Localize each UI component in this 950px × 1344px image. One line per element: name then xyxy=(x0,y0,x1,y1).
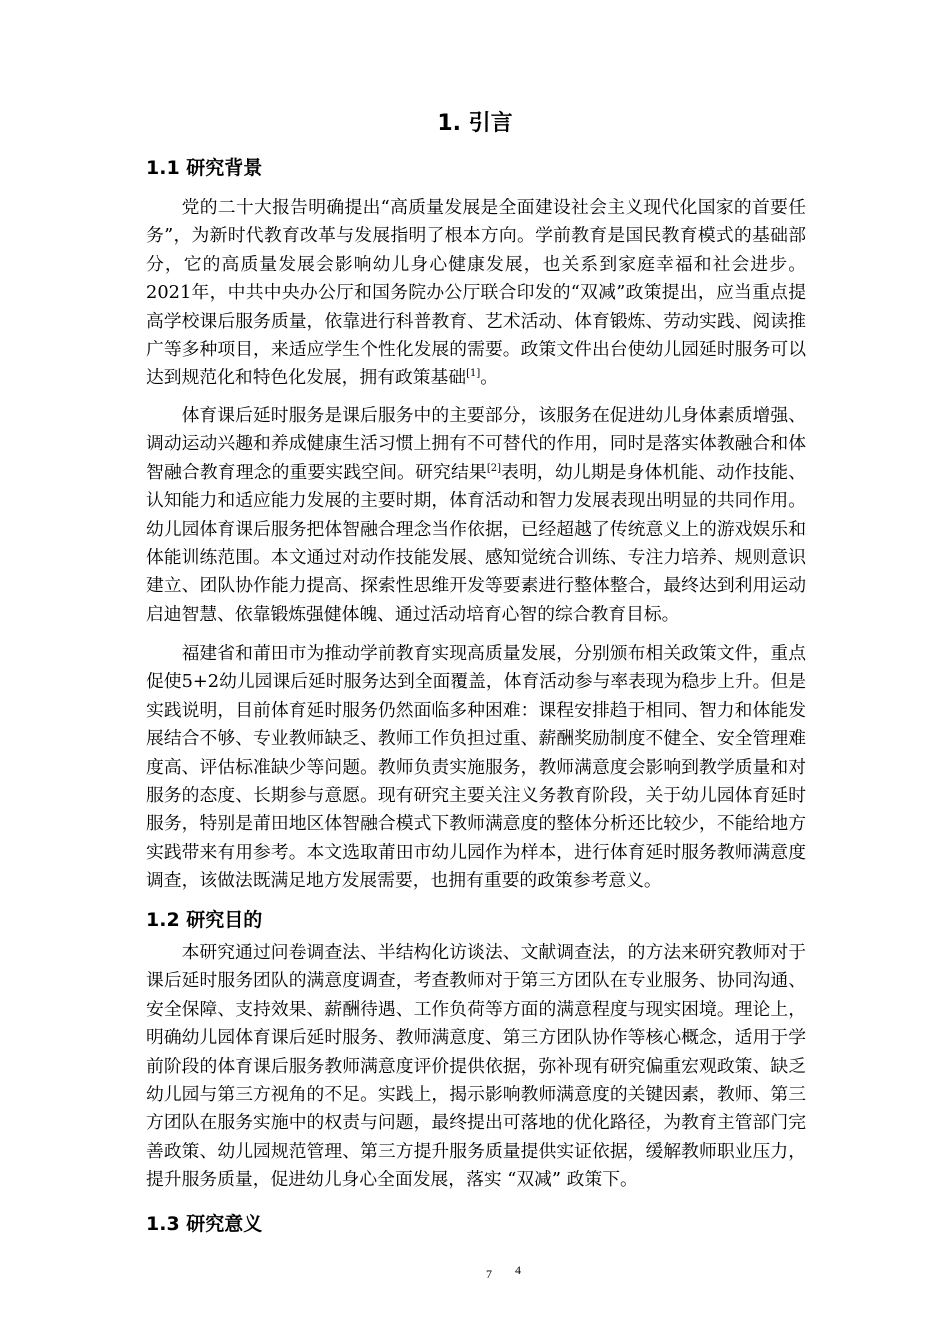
section-heading-purpose: 1.2 研究目的 xyxy=(146,909,263,931)
citation-ref: [2] xyxy=(486,462,502,474)
paragraph-background-3 xyxy=(146,640,806,896)
page-number-right: 4 xyxy=(515,1263,521,1277)
section-heading-background: 1.1 研究背景 xyxy=(146,157,263,179)
paragraph-background-2 xyxy=(146,402,806,629)
paragraph-text-end: 表明，幼儿期是身体机能、动作技能、认知能力和适应能力发展的主要时期，体育活动和智力发展表现出明显的共同作用。幼儿园体育课后服务把体智融合理念当作依据，已经超越了传统意义上的游戏娱乐和体能训练范围。本文通过对动作技能发展、感知觉统合训练、专注力培养、规则意识建立、团队协作能力提高、探索性思维开发等要素进行整体整合，最终达到利用运动启迪智慧、依靠锻炼强健体魄、通过活动培育心智的综合教育目标。 xyxy=(146,461,806,625)
paragraph-text: 党的二十大报告明确提出“高质量发展是全面建设社会主义现代化国家的首要任务”，为新时代教育改革与发展指明了根本方向。学前教育是国民教育模式的基础部分，它的高质量发展会影响幼儿身心健康发展，也关系到家庭幸福和社会进步。2021年，中共中央办公厅和国务院办公厅联合印发的“双减”政策提出，应当重点提高学校课后服务质量，依靠进行科普教育、艺术活动、体育锻炼、劳动实践、阅读推广等多种项目，来适应学生个性化发展的需要。政策文件出台使幼儿园延时服务可以达到规范化和特色化发展，拥有政策基础 xyxy=(146,197,806,389)
citation-ref: [1] xyxy=(466,368,481,380)
paragraph-text: 福建省和莆田市为推动学前教育实现高质量发展，分别颁布相关政策文件，重点促使5+2幼儿园课后延时服务达到全面覆盖，体育活动参与率表现为稳步上升。但是实践说明，目前体育延时服务仍然面临多种困难：课程安排趋于相同、智力和体能发展结合不够、专业教师缺乏、教师工作负担过重、薪酬奖励制度不健全、安全管理难度高、评估标准缺少等问题。教师负责实施服务，教师满意度会影响到教学质量和对服务的态度、长期参与意愿。现有研究主要关注义务教育阶段，关于幼儿园体育延时服务，特别是莆田地区体智融合模式下教师满意度的整体分析还比较少，不能给地方实践带来有用参考。本文选取莆田市幼儿园作为样本，进行体育延时服务教师满意度调查，该做法既满足地方发展需要，也拥有重要的政策参考意义。 xyxy=(146,643,806,892)
paragraph-text: 本研究通过问卷调查法、半结构化访谈法、文献调查法，的方法来研究教师对于课后延时服务团队的满意度调查，考查教师对于第三方团队在专业服务、协同沟通、安全保障、支持效果、薪酬待遇、工作负荷等方面的满意程度与现实困境。理论上，明确幼儿园体育课后延时服务、教师满意度、第三方团队协作等核心概念，适用于学前阶段的体育课后服务教师满意度评价提供依据，弥补现有研究偏重宏观政策、缺乏幼儿园与第三方视角的不足。实践上，揭示影响教师满意度的关键因素，教师、第三方团队在服务实施中的权责与问题，最终提出可落地的优化路径，为教育主管部门完善政策、幼儿园规范管理、第三方提升服务质量提供实证依据，缓解教师职业压力，提升服务质量，促进幼儿身心全面发展，落实 “双减” 政策下。 xyxy=(146,942,806,1191)
page-number-left: 7 xyxy=(486,1267,492,1281)
paragraph-purpose-1 xyxy=(146,939,806,1195)
paragraph-text: 体育课后延时服务是课后服务中的主要部分，该服务在促进幼儿身体素质增强、调动运动兴趣和养成健康生活习惯上拥有不可替代的作用，同时是落实体教融合和体智融合教育理念的重要实践空间。研究结果 xyxy=(146,405,806,483)
chapter-title: 1. 引言 xyxy=(437,111,513,136)
paragraph-background-1 xyxy=(146,194,806,393)
paragraph-text-end: 。 xyxy=(480,367,499,389)
section-heading-significance: 1.3 研究意义 xyxy=(146,1213,263,1235)
